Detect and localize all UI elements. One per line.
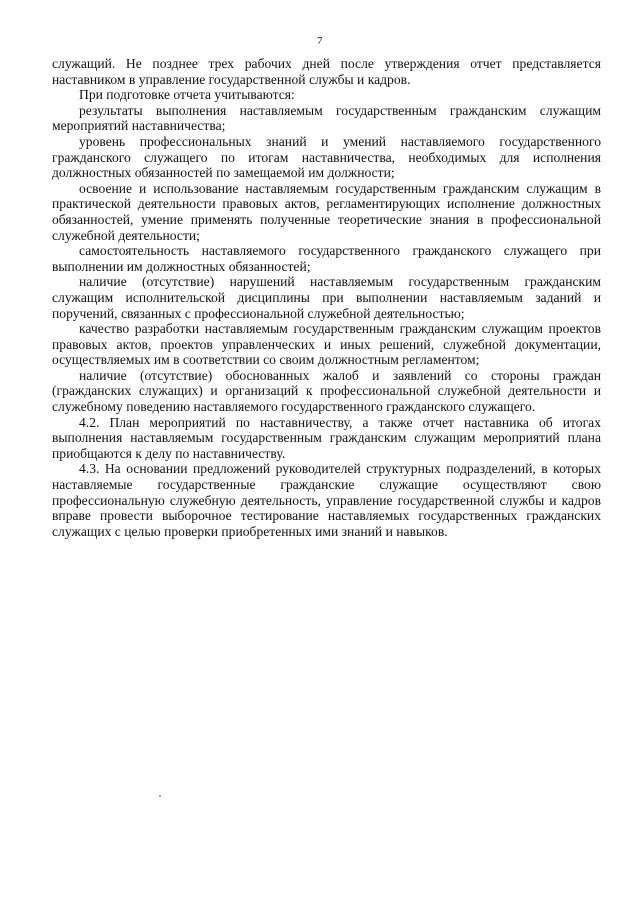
page-number: 7	[317, 35, 323, 47]
paragraph-knowledge-level: уровень профессиональных знаний и умений наставляемого государственного гражданского служащего по итогам наставничества, необходимых для исполнения должностных обязанностей по замещаемой им должности;	[52, 133, 601, 181]
paragraph-report-considerations-intro: При подготовке отчета учитываются:	[79, 87, 295, 103]
paragraph-complaints: наличие (отсутствие) обоснованных жалоб и заявлений со стороны граждан (гражданских служащих) и организаций к профессиональной служебной деятельности и служебному поведению наставляемого государственного гражданского служащего.	[52, 367, 601, 415]
paragraph-independence: самостоятельность наставляемого государственного гражданского служащего при выполнении им должностных обязанностей;	[52, 243, 601, 274]
document-body	[52, 56, 601, 539]
paragraph-discipline-violations: наличие (отсутствие) нарушений наставляемым государственным гражданским служащим исполнительской дисциплины при выполнении наставляемым заданий и поручений, связанных с профессиональной служебной деятельностью;	[52, 274, 601, 321]
paragraph-legal-acts-mastery: освоение и использование наставляемым государственным гражданским служащим в практической деятельности правовых актов, регламентирующих исполнение должностных обязанностей, умение применять полученные теоретические знания в профессиональной служебной деятельности;	[52, 180, 601, 243]
paragraph-results: результаты выполнения наставляемым государственным гражданским служащим мероприятий наставничества;	[52, 102, 601, 134]
paragraph-drafting-quality: качество разработки наставляемым государственным гражданским служащим проектов правовых актов, проектов управленческих и иных решений, служебной документации, осуществляемых им в соответствии со своим должностным регламентом;	[52, 321, 601, 368]
paragraph-section-4-3: 4.3. На основании предложений руководителей структурных подразделений, в которых наставляемые государственные гражданские служащие осуществляют свою профессиональную служебную деятельность, управление государственной службы и кадров вправе провести выборочное тестирование наставляемых государственных гражданских служащих с целью проверки приобретенных ими знаний и навыков.	[52, 461, 601, 539]
scan-speck	[159, 795, 161, 797]
paragraph-section-4-2: 4.2. План мероприятий по наставничеству, а также отчет наставника об итогах выполнения наставляемым государственным гражданским служащим мероприятий плана приобщаются к делу по наставничеству.	[52, 414, 601, 461]
paragraph-report-submission: служащий. Не позднее трех рабочих дней после утверждения отчет представляется наставником в управление государственной службы и кадров.	[52, 56, 601, 87]
